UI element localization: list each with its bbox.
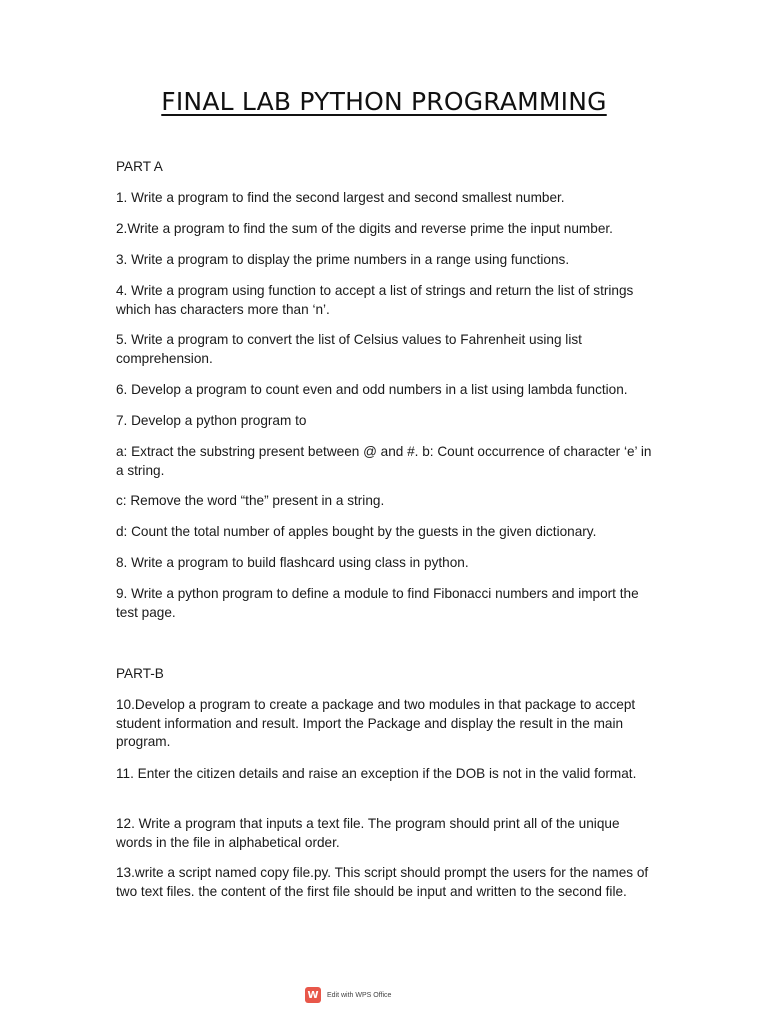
wps-edit-badge[interactable] <box>305 986 391 1004</box>
question-13: 13.write a script named copy file.py. This script should prompt the users for the names of two text files. the content of the first file should be input and written to the second file. <box>116 865 649 899</box>
question-3: 3. Write a program to display the prime numbers in a range using functions. <box>116 252 570 267</box>
document-title: FINAL LAB PYTHON PROGRAMMING <box>161 87 607 116</box>
part-a-heading: PART A <box>116 159 163 174</box>
question-12: 12. Write a program that inputs a text file. The program should print all of the unique words in the file in alphabetical order. <box>116 816 620 850</box>
part-b-heading: PART-B <box>116 666 164 681</box>
question-4: 4. Write a program using function to accept a list of strings and return the list of strings which has characters more than ‘n’. <box>116 283 634 317</box>
question-10: 10.Develop a program to create a package and two modules in that package to accept student information and result. Import the Package and display the result in the main program. <box>116 697 636 749</box>
wps-edit-label: Edit with WPS Office <box>327 991 392 999</box>
question-9: 9. Write a python program to define a module to find Fibonacci numbers and import the test page. <box>116 586 639 620</box>
wps-office-logo-icon: W <box>305 987 321 1003</box>
question-11: 11. Enter the citizen details and raise an exception if the DOB is not in the valid format. <box>116 766 637 781</box>
question-7d: d: Count the total number of apples bought by the guests in the given dictionary. <box>116 524 597 539</box>
question-5: 5. Write a program to convert the list of Celsius values to Fahrenheit using list comprehension. <box>116 332 582 366</box>
question-8: 8. Write a program to build flashcard using class in python. <box>116 555 469 570</box>
question-6: 6. Develop a program to count even and odd numbers in a list using lambda function. <box>116 382 628 397</box>
question-7: 7. Develop a python program to <box>116 413 307 428</box>
question-1: 1. Write a program to find the second largest and second smallest number. <box>116 190 565 205</box>
question-7a: a: Extract the substring present between @ and #. b: Count occurrence of character ‘e’ in a string. <box>116 444 652 478</box>
question-2: 2.Write a program to find the sum of the digits and reverse prime the input number. <box>116 221 613 236</box>
question-7c: c: Remove the word “the” present in a string. <box>116 493 385 508</box>
